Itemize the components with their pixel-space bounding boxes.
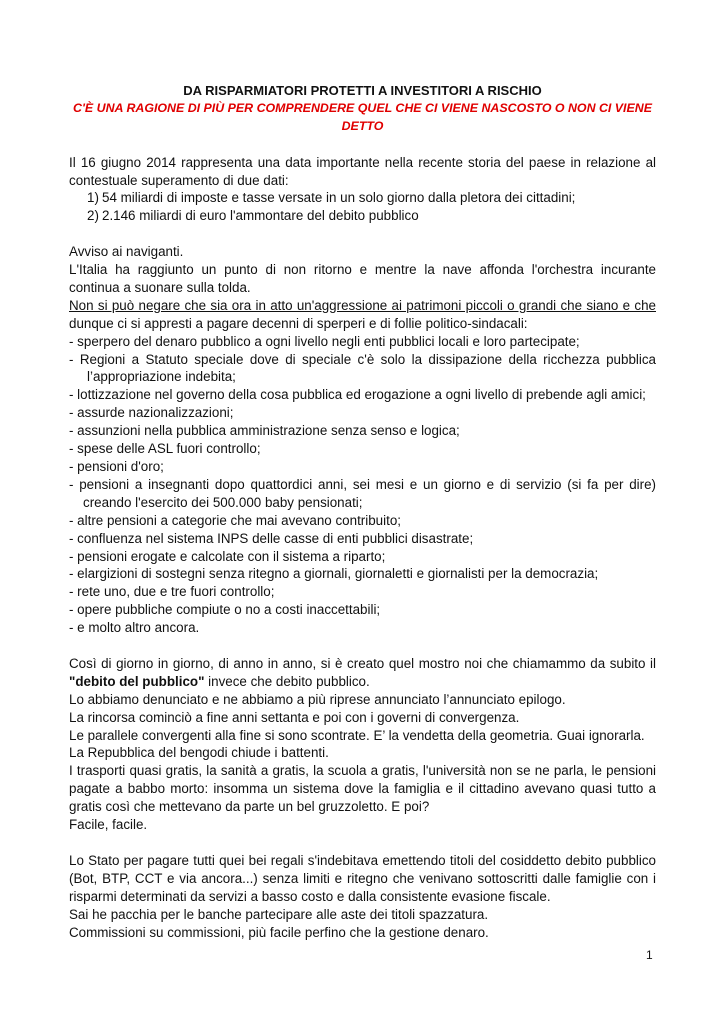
list-item: - pensioni d'oro; [69,459,164,474]
list-item: - confluenza nel sistema INPS delle casse di enti pubblici disastrate; [69,530,474,546]
list-item: - rete uno, due e tre fuori controllo; [69,584,275,600]
list-item: - altre pensioni a categorie che mai avevano contribuito; [69,512,401,528]
intro-numbered-list [69,189,656,225]
intro-line: Il 16 giugno 2014 rappresenta una data importante nella recente storia del paese in relazione al [69,154,656,170]
bold-term: "debito del pubblico" [69,673,205,689]
list-item: - assurde nazionalizzazioni; [69,405,234,421]
list-item: - pensioni erogate e calcolate con il sistema a riparto; [69,548,386,564]
item-number: 2) [87,208,99,224]
paragraph-line: dunque ci si appresti a pagare decenni di sperperi e di follie politico-sindacali: [69,315,528,331]
list-item: - elargizioni di sostegni senza ritegno a giornali, giornaletti e giornalisti per la democrazia; [69,566,599,582]
list-item: - assunzioni nella pubblica amministrazione senza senso e logica; [69,423,460,439]
numbered-item [69,189,656,207]
paragraph-line: Le parallele convergenti alla fine si sono scontrate. E’ la vendetta della geometria. Guai ignorarla. [69,727,645,743]
paragraph-line: La rincorsa cominciò a fine anni settanta e poi con i governi di convergenza. [69,709,520,725]
document-body [69,80,656,941]
item-text: 54 miliardi di imposte e tasse versate in un solo giorno dalla pletora dei cittadini; [102,190,576,206]
underlined-line: Non si può negare che sia ora in atto un'aggressione ai patrimoni piccoli o grandi che siano e che [69,297,656,313]
numbered-item [69,207,656,225]
list-item: - Regioni a Statuto speciale dove di speciale c'è solo la dissipazione della ricchezza pubblica l’appropriazione indebita; [69,351,656,385]
list-item: - e molto altro ancora. [69,620,200,636]
paragraph-line [69,673,656,691]
list-item: - pensioni a insegnanti dopo quattordici anni, sei mesi e un giorno e di servizio (si fa per dire) creando l'esercito dei 500.000 baby pensionati; [69,476,656,510]
spacer [69,637,656,655]
page-number: 1 [646,948,653,962]
paragraph-line: La Repubblica del bengodi chiude i battenti. [69,745,329,761]
spacer [69,225,656,243]
paragraph-text: invece che debito pubblico. [204,673,370,689]
paragraph-line: L'Italia ha raggiunto un punto di non ritorno e mentre la nave affonda l'orchestra incurante [69,262,656,278]
spacer [69,834,656,852]
paragraph-line: Facile, facile. [69,817,148,833]
paragraph-line: Commissioni su commissioni, più facile perfino che la gestione denaro. [69,924,489,940]
list-item: - sperpero del denaro pubblico a ogni livello negli enti pubblici locali e loro partecipate; [69,333,580,349]
item-text: 2.146 miliardi di euro l'ammontare del debito pubblico [102,208,419,224]
paragraph-line: Sai he pacchia per le banche partecipare alle aste dei titoli spazzatura. [69,906,489,922]
paragraph-line: continua a suonare sulla tolda. [69,279,251,295]
intro-line: contestuale superamento di due dati: [69,172,289,188]
list-item: - spese delle ASL fuori controllo; [69,441,261,457]
spacer [69,136,656,154]
item-number: 1) [87,190,99,206]
paragraph-line: Così di giorno in giorno, di anno in anno, si è creato quel mostro noi che chiamammo da subito il [69,655,656,671]
list-item: - lottizzazione nel governo della cosa pubblica ed erogazione a ogni livello di prebende agli amici; [69,387,646,403]
paragraph-line: Lo abbiamo denunciato e ne abbiamo a più riprese annunciato l’annunciato epilogo. [69,691,566,707]
warning-heading: Avviso ai naviganti. [69,244,184,260]
paragraph: I trasporti quasi gratis, la sanità a gratis, la scuola a gratis, l'università non se ne parla, le pensioni pagate a babbo morto: insomma un sistema dove la famiglia e il cittadino avevano quasi tutto a gratis così che mettevano da parte un bel gruzzoletto. E poi? [69,763,656,815]
dash-list [69,333,656,637]
document-subtitle: C'È UNA RAGIONE DI PIÙ PER COMPRENDERE QUEL CHE CI VIENE NASCOSTO O NON CI VIENE DETTO [73,100,652,133]
list-item: - opere pubbliche compiute o no a costi inaccettabili; [69,602,381,618]
paragraph: Lo Stato per pagare tutti quei bei regali s'indebitava emettendo titoli del cosiddetto debito pubblico (Bot, BTP, CCT e via ancora...) senza limiti e ritegno che venivano sottoscritti dalle famiglie con i risparmi determinati da servizi a basso costo e dalla consistente evasione fiscale. [69,852,656,904]
document-title: DA RISPARMIATORI PROTETTI A INVESTITORI A RISCHIO [183,83,542,98]
